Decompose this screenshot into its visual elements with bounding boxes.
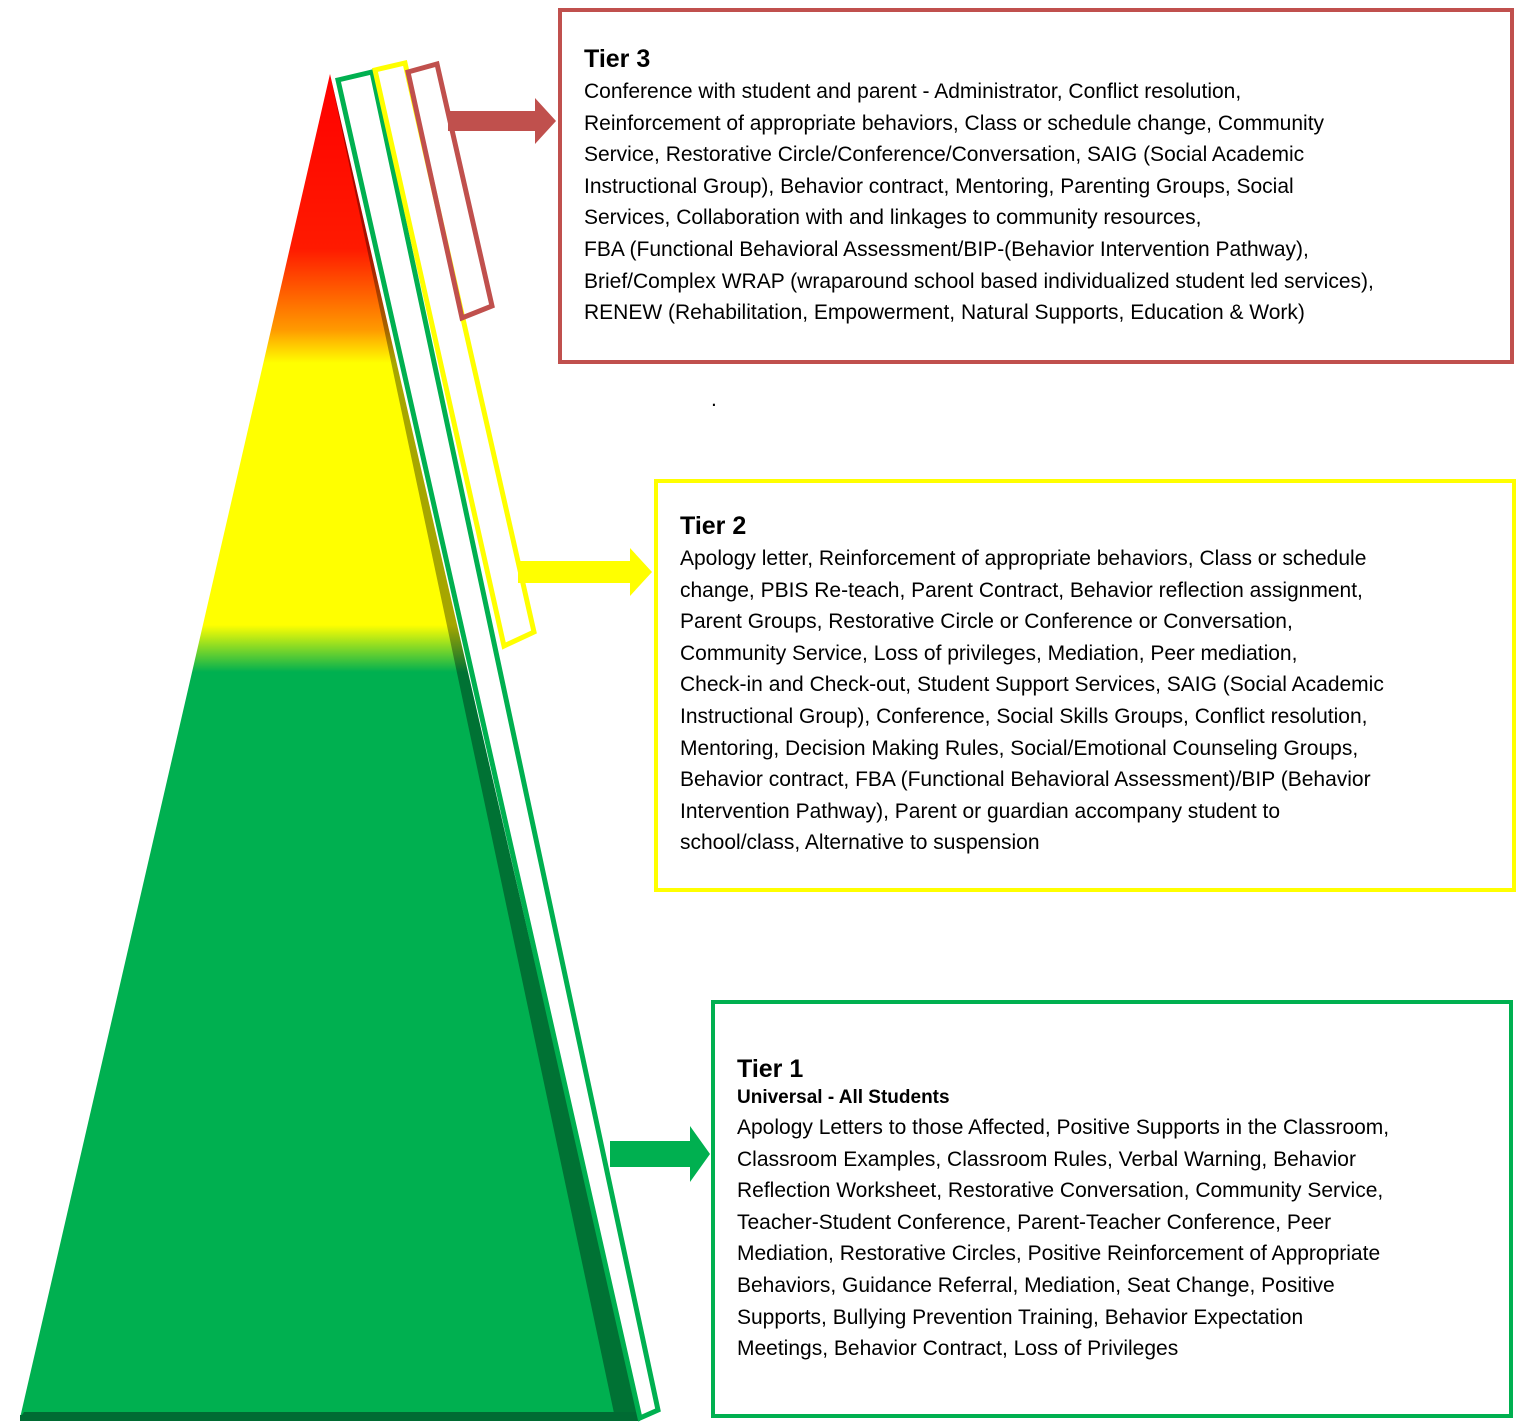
tier2-arrow [518,548,652,596]
tier3-title: Tier 3 [584,45,651,73]
tier1-box [711,1000,1513,1418]
tier3-arrow [448,98,556,144]
tier3-body: Conference with student and parent - Administrator, Conflict resolution, Reinforcement of appropriate behaviors, Class or schedule change, Community Service, Restorative Circle/Conference/Conversation, SAIG (Social Academic Instructional Group), Behavior contract, Mentoring, Parenting Groups, Social Services, Collaboration with and linkages to community resources, FBA (Functional Behavioral Assessment/BIP-(Behavior Intervention Pathway), Brief/Complex WRAP (wraparound school based individualized student led services), RENEW (Rehabilitation, Empowerment, Natural Supports, Education & Work) [584,80,1374,325]
tier1-arrow [610,1126,710,1182]
pyramid-front-face [20,74,640,1418]
tier2-body: Apology letter, Reinforcement of appropriate behaviors, Class or schedule change, PBIS Re-teach, Parent Contract, Behavior reflection assignment, Parent Groups, Restorative Circle or Conference or Conversation, Community Service, Loss of privileges, Mediation, Peer mediation, Check-in and Check-out, Student Support Services, SAIG (Social Academic Instructional Group), Conference, Social Skills Groups, Conflict resolution, Mentoring, Decision Making Rules, Social/Emotional Counseling Groups, Behavior contract, FBA (Functional Behavioral Assessment)/BIP (Behavior Intervention Pathway), Parent or guardian accompany student to school/class, Alternative to suspension [680,547,1384,855]
stray-mark: . [711,388,717,411]
tier2-box [654,479,1516,892]
tier2-title: Tier 2 [680,512,747,540]
tier1-body: Apology Letters to those Affected, Positive Supports in the Classroom, Classroom Examples, Classroom Rules, Verbal Warning, Behavior Reflection Worksheet, Restorative Conversation, Community Service, Teacher-Student Conference, Parent-Teacher Conference, Peer Mediation, Restorative Circles, Positive Reinforcement of Appropriate Behaviors, Guidance Referral, Mediation, Seat Change, Positive Supports, Bullying Prevention Training, Behavior Expectation Meetings, Behavior Contract, Loss of Privileges [737,1116,1390,1361]
tier3-box [558,8,1514,364]
tier1-subtitle: Universal - All Students [737,1087,950,1108]
tier1-title: Tier 1 [737,1055,804,1083]
